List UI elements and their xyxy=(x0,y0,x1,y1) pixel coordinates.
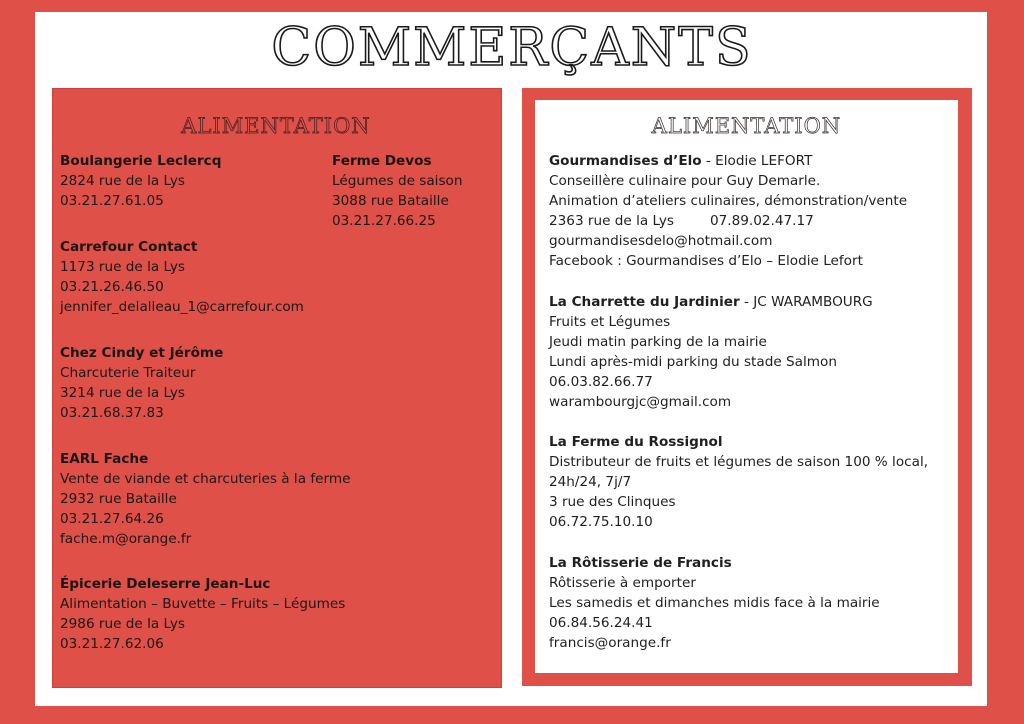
shop-address: 3214 rue de la Lys xyxy=(60,385,185,401)
shop-description: Alimentation – Buvette – Fruits – Légumes xyxy=(60,596,346,612)
shop-phone: 03.21.27.66.25 xyxy=(332,213,436,229)
shop-phone: 06.72.75.10.10 xyxy=(549,514,653,530)
shop-description: Rôtisserie à emporter xyxy=(549,575,696,591)
shop-address: 1173 rue de la Lys xyxy=(60,259,185,275)
shop-phone: 03.21.27.61.05 xyxy=(60,193,164,209)
shop-phone: 06.03.82.66.77 xyxy=(549,374,653,390)
shop-address: 2824 rue de la Lys xyxy=(60,173,185,189)
shop-description: Animation d’ateliers culinaires, démonstration/vente xyxy=(549,193,908,209)
shop-phone: 03.21.27.62.06 xyxy=(60,636,164,652)
shop-owner: - Elodie LEFORT xyxy=(701,153,813,169)
shop-address: 2932 rue Bataille xyxy=(60,491,177,507)
shop-description: Légumes de saison xyxy=(332,173,463,189)
shop-epicerie-deleserre xyxy=(60,574,345,654)
shop-description: Charcuterie Traiteur xyxy=(60,365,196,381)
shop-description: Conseillère culinaire pour Guy Demarle. xyxy=(549,173,821,189)
shop-ferme-devos xyxy=(332,151,462,231)
shop-description: Fruits et Légumes xyxy=(549,314,671,330)
shop-description: Vente de viande et charcuteries à la ferme xyxy=(60,471,351,487)
shop-name: La Ferme du Rossignol xyxy=(549,434,723,450)
shop-boulangerie-leclercq xyxy=(60,151,221,211)
shop-charrette-du-jardinier xyxy=(549,292,873,412)
shop-name: Carrefour Contact xyxy=(60,239,198,255)
shop-email: warambourgjc@gmail.com xyxy=(549,394,732,410)
shop-schedule: Jeudi matin parking de la mairie xyxy=(549,334,767,350)
shop-name: Chez Cindy et Jérôme xyxy=(60,345,224,361)
shop-name: Boulangerie Leclercq xyxy=(60,153,222,169)
shop-email: fache.m@orange.fr xyxy=(60,531,192,547)
shop-name: La Charrette du Jardinier xyxy=(549,294,740,310)
shop-address: 3088 rue Bataille xyxy=(332,193,449,209)
shop-address: 3 rue des Clinques xyxy=(549,494,676,510)
shop-rotisserie-de-francis xyxy=(549,553,880,653)
shop-schedule: Lundi après-midi parking du stade Salmon xyxy=(549,354,837,370)
shop-description: Distributeur de fruits et légumes de saison 100 % local, xyxy=(549,454,929,470)
shop-chez-cindy-et-jerome xyxy=(60,343,223,423)
shop-name: La Rôtisserie de Francis xyxy=(549,555,732,571)
shop-name: EARL Fache xyxy=(60,451,149,467)
shop-hours: 24h/24, 7j/7 xyxy=(549,474,632,490)
shop-earl-fache xyxy=(60,449,350,549)
shop-address: 2363 rue de la Lys xyxy=(549,213,674,229)
shop-address: 2986 rue de la Lys xyxy=(60,616,185,632)
shop-owner: - JC WARAMBOURG xyxy=(739,294,873,310)
shop-name: Ferme Devos xyxy=(332,153,432,169)
shop-schedule: Les samedis et dimanches midis face à la mairie xyxy=(549,595,880,611)
shop-carrefour-contact xyxy=(60,237,304,317)
shop-phone: 03.21.27.64.26 xyxy=(60,511,164,527)
page-title: COMMERÇANTS xyxy=(271,18,753,78)
shop-name: Épicerie Deleserre Jean-Luc xyxy=(60,576,271,592)
right-section-heading: ALIMENTATION xyxy=(651,114,842,138)
shop-facebook: Facebook : Gourmandises d’Elo – Elodie Lefort xyxy=(549,253,863,269)
shop-phone: 03.21.26.46.50 xyxy=(60,279,164,295)
shop-phone: 03.21.68.37.83 xyxy=(60,405,164,421)
shop-phone: 07.89.02.47.17 xyxy=(710,213,814,229)
shop-email: jennifer_delalleau_1@carrefour.com xyxy=(60,299,304,315)
shop-gourmandises-delo xyxy=(549,151,907,271)
shop-phone: 06.84.56.24.41 xyxy=(549,615,653,631)
left-section-heading: ALIMENTATION xyxy=(181,114,371,138)
shop-email: francis@orange.fr xyxy=(549,635,671,651)
shop-email: gourmandisesdelo@hotmail.com xyxy=(549,233,773,249)
shop-name: Gourmandises d’Elo xyxy=(549,153,702,169)
shop-ferme-du-rossignol xyxy=(549,432,928,532)
